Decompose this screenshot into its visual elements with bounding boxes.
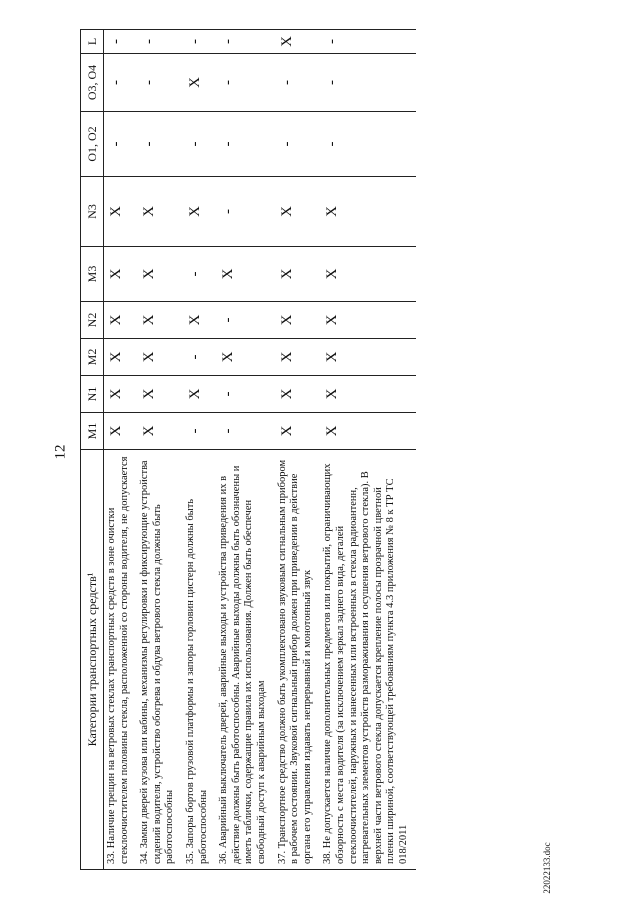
document-id: 22022133.doc xyxy=(542,842,552,894)
mark-m1: X xyxy=(275,413,321,450)
mark-o1-o2: - xyxy=(137,112,183,177)
table-row xyxy=(104,30,138,870)
column-header-n1: N1 xyxy=(81,376,104,413)
mark-l: - xyxy=(320,30,416,54)
table-row xyxy=(275,30,321,870)
mark-l: - xyxy=(104,30,138,54)
mark-m1: - xyxy=(216,413,274,450)
column-header-m1: M1 xyxy=(81,413,104,450)
table-row xyxy=(320,30,416,870)
mark-n2: X xyxy=(137,302,183,339)
requirements-table xyxy=(80,29,416,870)
mark-m3: X xyxy=(104,247,138,302)
mark-m3: X xyxy=(275,247,321,302)
mark-m2: X xyxy=(275,339,321,376)
column-header-m3: M3 xyxy=(81,247,104,302)
requirement-text: 34. Замки дверей кузова или кабины, механизмы регулировки и фиксирующие устройства сидений водителя, устройство обогрева и обдува ветрового стекла должны быть работоспособны xyxy=(137,450,183,870)
mark-n2: - xyxy=(216,302,274,339)
mark-m1: X xyxy=(137,413,183,450)
requirement-text: 36. Аварийный выключатель дверей, аварийные выходы и устройства приведения их в действие должны быть работоспособны. Аварийные выходы должны быть обозначены и иметь таблички, содержащие правила их использования. Должен быть обеспечен свободный доступ к аварийным выходам xyxy=(216,450,274,870)
mark-m2: X xyxy=(216,339,274,376)
mark-o3-o4: X xyxy=(183,54,216,112)
mark-n3: X xyxy=(104,177,138,247)
mark-m1: - xyxy=(183,413,216,450)
mark-l: - xyxy=(216,30,274,54)
mark-o1-o2: - xyxy=(320,112,416,177)
mark-m3: X xyxy=(320,247,416,302)
mark-n2: X xyxy=(320,302,416,339)
column-header-o3-o4: O3, O4 xyxy=(81,54,104,112)
mark-n2: X xyxy=(104,302,138,339)
mark-o3-o4: - xyxy=(137,54,183,112)
mark-m2: X xyxy=(320,339,416,376)
requirements-table-wrapper xyxy=(80,30,620,870)
column-header-o1-o2: O1, O2 xyxy=(81,112,104,177)
mark-n1: X xyxy=(137,376,183,413)
mark-m3: X xyxy=(216,247,274,302)
requirement-text: 37. Транспортное средство должно быть укомплектовано звуковым сигнальным прибором в рабочем состоянии. Звуковой сигнальный прибор должен при приведении в действие органа его управления издавать непрерывный и монотонный звук xyxy=(275,450,321,870)
mark-n3: X xyxy=(275,177,321,247)
mark-o1-o2: - xyxy=(216,112,274,177)
mark-n3: X xyxy=(137,177,183,247)
rotated-table-frame xyxy=(80,30,620,870)
requirement-text: 35. Запоры бортов грузовой платформы и запоры горловин цистерн должны быть работоспособны xyxy=(183,450,216,870)
mark-m2: X xyxy=(137,339,183,376)
mark-o1-o2: - xyxy=(183,112,216,177)
mark-n1: - xyxy=(216,376,274,413)
mark-m3: - xyxy=(183,247,216,302)
mark-n2: X xyxy=(183,302,216,339)
column-header-n3: N3 xyxy=(81,177,104,247)
mark-m2: X xyxy=(104,339,138,376)
mark-n3: X xyxy=(183,177,216,247)
mark-o1-o2: - xyxy=(275,112,321,177)
table-header-row xyxy=(81,30,104,870)
mark-l: - xyxy=(137,30,183,54)
page-number: 12 xyxy=(52,444,69,460)
requirement-text: 33. Наличие трещин на ветровых стеклах транспортных средств в зоне очистки стеклоочистителем половины стекла, расположенной со стороны водителя, не допускается xyxy=(104,450,138,870)
mark-n1: X xyxy=(320,376,416,413)
column-header-category: Категории транспортных средств¹ xyxy=(81,450,104,870)
table-row xyxy=(183,30,216,870)
mark-n1: X xyxy=(275,376,321,413)
column-header-l: L xyxy=(81,30,104,54)
mark-n3: - xyxy=(216,177,274,247)
mark-l: - xyxy=(183,30,216,54)
mark-o3-o4: - xyxy=(104,54,138,112)
mark-n1: X xyxy=(104,376,138,413)
mark-o3-o4: - xyxy=(216,54,274,112)
mark-o1-o2: - xyxy=(104,112,138,177)
mark-m2: - xyxy=(183,339,216,376)
mark-o3-o4: - xyxy=(320,54,416,112)
mark-m3: X xyxy=(137,247,183,302)
mark-l: X xyxy=(275,30,321,54)
table-row xyxy=(137,30,183,870)
mark-o3-o4: - xyxy=(275,54,321,112)
requirement-text: 38. Не допускается наличие дополнительных предметов или покрытий, ограничивающих обзорность с места водителя (за исключением зеркал заднего вида, деталей стеклоочистителей, наружных и нанесенных или встроенных в стекла радиоантенн, нагревательных элементов устройств размораживания и осушения ветрового стекла). В верхней части ветрового стекла допускается крепление полосы прозрачной цветной пленки шириной, соответствующей требованиям пункта 4.3 приложения № 8 к ТР ТС 018/2011 xyxy=(320,450,416,870)
mark-m1: X xyxy=(320,413,416,450)
mark-n3: X xyxy=(320,177,416,247)
column-header-n2: N2 xyxy=(81,302,104,339)
mark-m1: X xyxy=(104,413,138,450)
column-header-m2: M2 xyxy=(81,339,104,376)
mark-n2: X xyxy=(275,302,321,339)
mark-n1: X xyxy=(183,376,216,413)
table-row xyxy=(216,30,274,870)
